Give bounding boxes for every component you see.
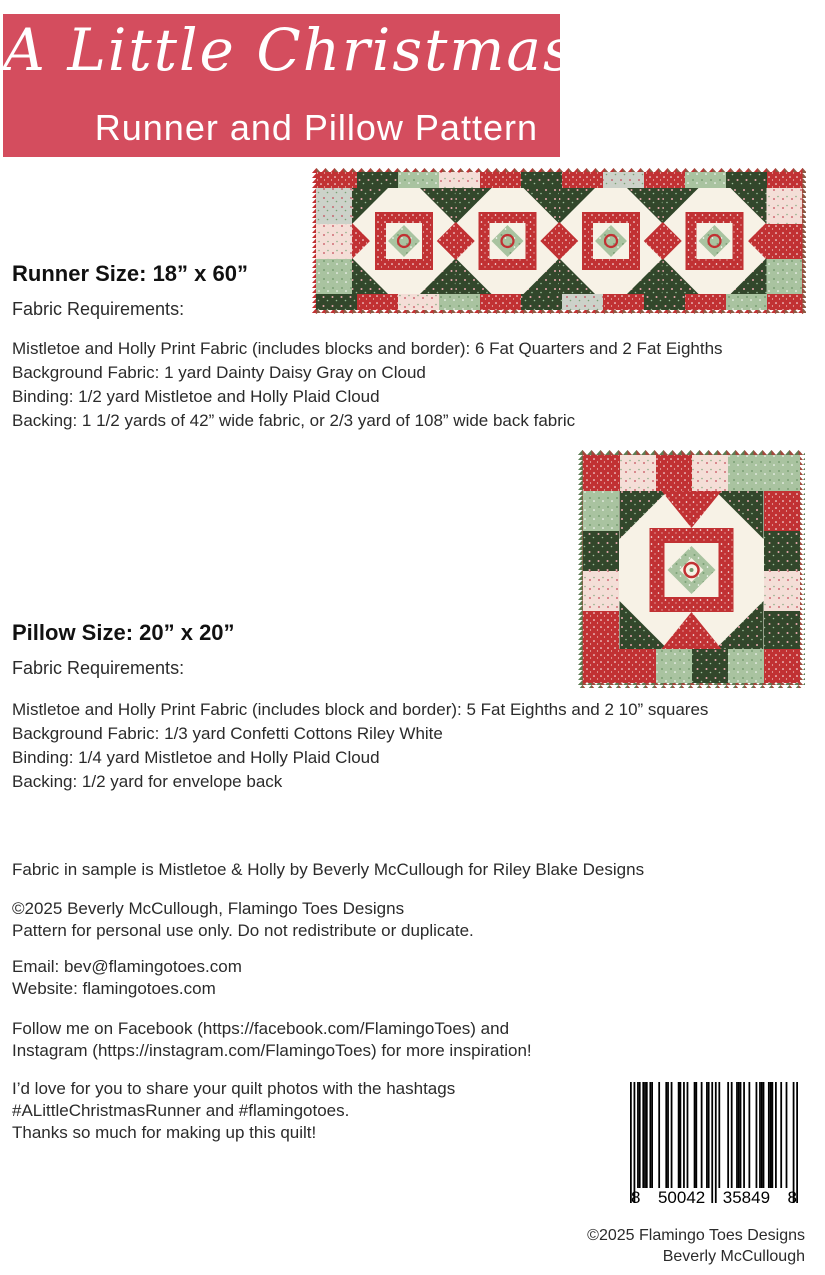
runner-requirement-line: Binding: 1/2 yard Mistletoe and Holly Plaid Cloud	[12, 387, 380, 406]
copyright-line: ©2025 Beverly McCullough, Flamingo Toes Designs	[12, 899, 405, 918]
fabric-sample-credit-line: Fabric in sample is Mistletoe & Holly by Beverly McCullough for Riley Blake Designs	[12, 860, 645, 879]
runner-requirement-line: Backing: 1 1/2 yards of 42” wide fabric, or 2/3 yard of 108” wide back fabric	[12, 411, 576, 430]
title-banner	[3, 14, 575, 157]
barcode-svg	[630, 1082, 798, 1203]
barcode-digit-group: 8	[631, 1188, 641, 1207]
pillow-quilt-photo	[578, 450, 805, 688]
runner-fabric-requirements-list	[12, 337, 817, 433]
runner-requirement-line: Mistletoe and Holly Print Fabric (includes blocks and border): 6 Fat Quarters and 2 Fat Eighths	[12, 339, 723, 358]
social-media-info	[12, 1018, 817, 1062]
barcode-digits	[630, 1188, 798, 1208]
runner-quilt-illustration	[312, 168, 806, 314]
pattern-title: A Little Christmas	[3, 16, 575, 84]
runner-fabric-requirements-label: Fabric Requirements:	[12, 299, 185, 319]
pillow-quilt-illustration	[578, 450, 805, 688]
pillow-fabric-requirements-list	[12, 698, 817, 794]
pillow-fabric-requirements-label: Fabric Requirements:	[12, 658, 185, 678]
hashtag-tags-line: #ALittleChristmasRunner and #flamingotoes.	[12, 1101, 350, 1120]
barcode-digit-group: 8	[787, 1188, 797, 1207]
pillow-requirement-line: Mistletoe and Holly Print Fabric (includes block and border): 5 Fat Eighths and 2 10” squares	[12, 700, 709, 719]
pillow-requirement-line: Binding: 1/4 yard Mistletoe and Holly Plaid Cloud	[12, 748, 380, 767]
fabric-sample-credit	[12, 859, 817, 881]
barcode-digit-group: 50042	[657, 1188, 706, 1207]
designer-credit	[587, 1225, 805, 1267]
usage-restriction-line: Pattern for personal use only. Do not redistribute or duplicate.	[12, 921, 474, 940]
designer-credit-line-2: Beverly McCullough	[662, 1248, 805, 1265]
website-line: Website: flamingotoes.com	[12, 979, 216, 998]
upc-barcode	[630, 1082, 798, 1208]
runner-quilt-photo	[312, 168, 806, 314]
contact-info	[12, 956, 817, 1000]
runner-size-heading: Runner Size: 18” x 60”	[12, 261, 248, 286]
instagram-line: Instagram (https://instagram.com/FlamingoToes) for more inspiration!	[12, 1041, 532, 1060]
pillow-requirement-line: Backing: 1/2 yard for envelope back	[12, 772, 283, 791]
runner-requirement-line: Background Fabric: 1 yard Dainty Daisy Gray on Cloud	[12, 363, 426, 382]
copyright-notice	[12, 898, 817, 942]
hashtag-intro-line: I’d love for you to share your quilt photos with the hashtags	[12, 1079, 456, 1098]
pillow-requirement-line: Background Fabric: 1/3 yard Confetti Cottons Riley White	[12, 724, 443, 743]
pattern-subtitle: Runner and Pillow Pattern	[94, 107, 538, 148]
email-line: Email: bev@flamingotoes.com	[12, 957, 242, 976]
pillow-size-heading: Pillow Size: 20” x 20”	[12, 620, 235, 645]
designer-credit-line-1: ©2025 Flamingo Toes Designs	[587, 1227, 805, 1244]
facebook-line: Follow me on Facebook (https://facebook.com/FlamingoToes) and	[12, 1019, 510, 1038]
barcode-digit-group: 35849	[722, 1188, 771, 1207]
thanks-line: Thanks so much for making up this quilt!	[12, 1123, 317, 1142]
